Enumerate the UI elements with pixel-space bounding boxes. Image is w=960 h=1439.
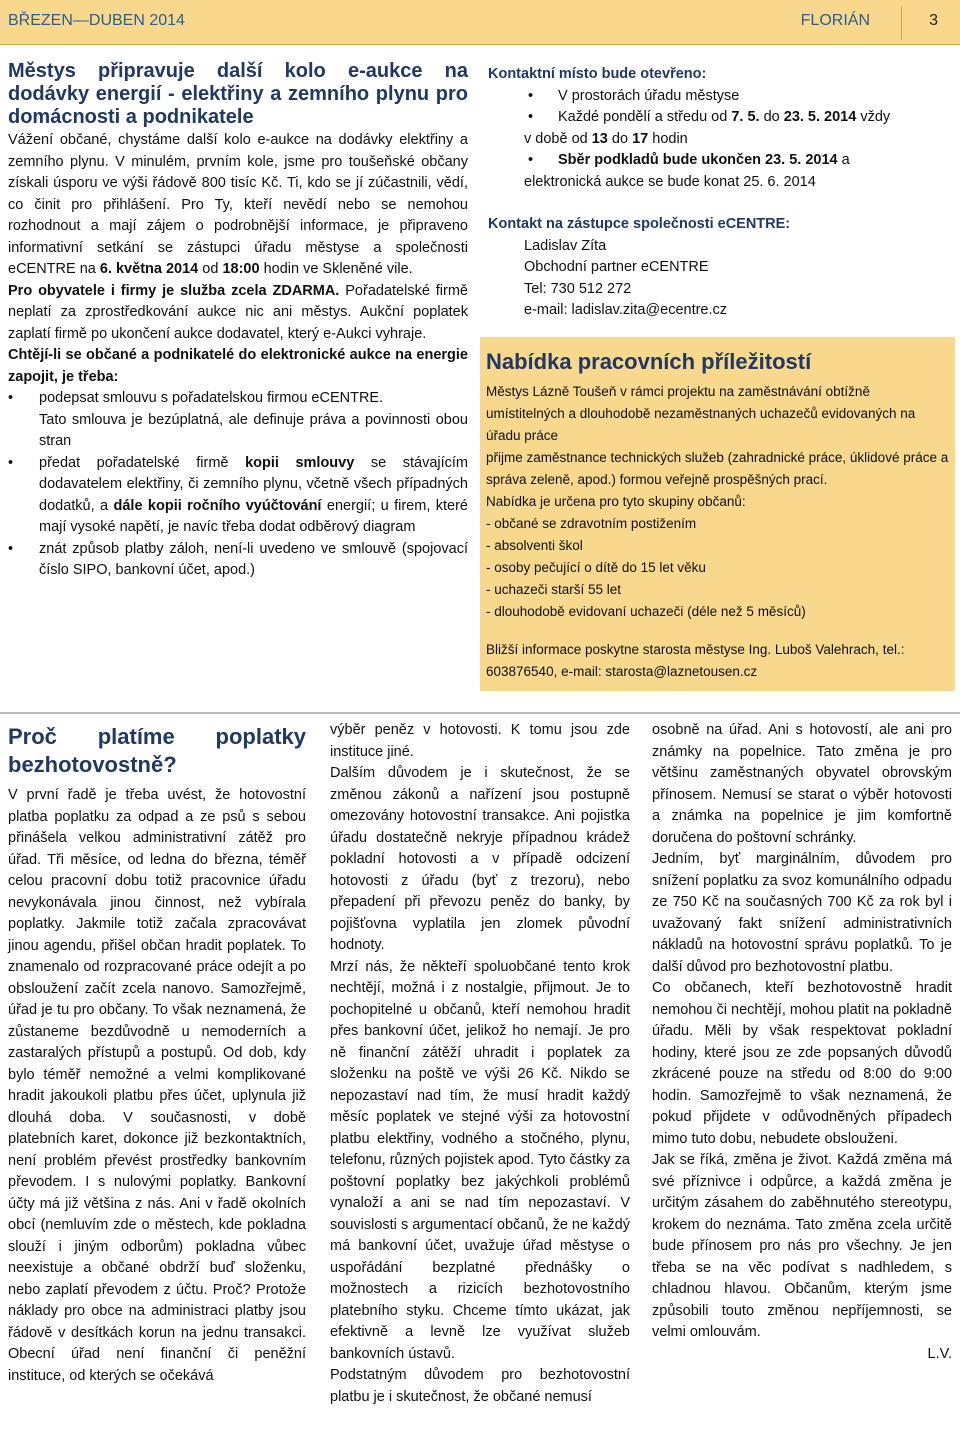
- job-title: Nabídka pracovních příležitostí: [486, 349, 812, 374]
- list-item: • předat pořadatelské firmě kopii smlouvy se stávajícím dodavatelem elektřiny, či zemního plynu, včetně všech případných dodatků, a dále kopii ročního vyúčtování energií; u firem, které mají vysoké napětí, je navíc třeba dodat odběrový diagram: [8, 454, 469, 535]
- article-paragraph: Chtějí-li se občané a podnikatelé do elektronické aukce na energie zapojit, je třeba:: [8, 347, 468, 385]
- job-offer-box: [480, 337, 955, 691]
- list-item-note: Tato smlouva je bezúplatná, ale definuje práva a povinnosti obou stran: [39, 411, 468, 449]
- job-group: - občané se zdravotním postižením: [486, 516, 697, 531]
- payments-article-col3: [652, 720, 952, 1365]
- job-paragraph: přijme zaměstnance technických služeb (zahradnické práce, úklidové práce a správa zeleně, apod.) formou veřejně prospěšných prací.: [486, 450, 949, 487]
- newsletter-name: FLORIÁN: [800, 12, 870, 29]
- list-item: • znát způsob platby záloh, není-li uvedeno ve smlouvě (spojovací číslo SIPO, bankovní účet, apod.): [8, 540, 468, 578]
- list-item: • Sběr podkladů bude ukončen 23. 5. 2014 a: [528, 152, 850, 168]
- author-signature: L.V.: [927, 1345, 952, 1362]
- article-paragraph: Vážení občané, chystáme další kolo e-aukce na dodávky elektřiny a zemního plynu. V minulém, prvním kole, jsme pro toušeňské občany získali úsporu ve výši řádově 800 tisíc Kč. Ti, kdo se jí zúčastnili, vědí, co činit pro přihlášení. Pro Ty, kteří nevědí nebo se nemohou rozhodnout a mají zájem o podrobnější informace, je připraveno informativní setkání se zástupci úřadu městyse a společnosti eCENTRE na 6. května 2014 od 18:00 hodin ve Skleněné vile.: [8, 132, 468, 277]
- article-paragraph: V první řadě je třeba uvést, že hotovostní platba poplatku za odpad a ze psů s sebou přinášela velkou administrativní zátěž pro úřad. Tři měsíce, od ledna do března, téměř celou pracovní dobu totiž pracovnice úřadu nevykonávala jinou činnost, než vybírala poplatky. Jakmile totiž začala zpracovávat jinou agendu, přišel občan hradit poplatek. To znamenalo od rozpracované práce odejít a po obsloužení začít zcela nanovo. Samozřejmě, úřad je tu pro občany. To však neznamená, že zůstaneme bezdůvodně u nemoderních a zastaralých přístupů a postupů. Od dob, kdy bylo téměř nemožné a velmi komplikované hradit jakoukoli platbu přes účet, uplynula již dlouhá doba. V současnosti, v době platebních karet, dokonce již bezkontaktních, není problém převést prostředky bankovním převodem. I s nulovými poplatky. Bankovní účty má již většina z nás. Ani v řadě okolních obcí (nemluvím zde o městech, kde pokladna slouží i jiným odborům) pokladna vůbec neexistuje a občané obdrží buď složenku, nebo zaplatí převodem z účtu. Proč? Protože náklady pro obce na administraci platby jsou řádově v desítkách korun na jednu transakci. Obecní úřad není finanční či peněžní instituce, od kterých se očekává: [8, 787, 306, 1384]
- payments-article-col1: [8, 723, 306, 1387]
- job-group: - osoby pečující o dítě do 15 let věku: [486, 560, 706, 575]
- contact-section: [488, 64, 950, 322]
- list-item: • podepsat smlouvu s pořadatelskou firmou eCENTRE.: [8, 390, 384, 406]
- article-paragraph: osobně na úřad. Ani s hotovostí, ale ani pro známky na popelnice. Tato změna je pro většinu zaměstnaných obyvatel obrovským přínosem. Nemusí se starat o výběr hotovosti a známka na popelnice je jim komfortně doručena do poštovní schránky.: [652, 722, 952, 846]
- article-title: Proč platíme poplatky bezhotovostně?: [8, 724, 306, 777]
- page-header: [0, 0, 960, 45]
- article-paragraph: Jedním, byť marginálním, důvodem pro snížení poplatku za svoz komunálního odpadu ze 750 Kč na současných 700 Kč za rok byl i uvažovaný fakt snížení administrativních nákladů na hotovostní správu poplatků. To je další důvod pro bezhotovostní platbu.: [652, 851, 952, 975]
- contact-open-label: Kontaktní místo bude otevřeno:: [488, 66, 707, 82]
- article-title: Městys připravuje další kolo e-aukce na dodávky energií - elektřiny a zemního plynu pro domácnosti a podnikatele: [8, 60, 468, 128]
- page-number: 3: [929, 12, 938, 29]
- job-paragraph: Nabídka je určena pro tyto skupiny občanů:: [486, 494, 746, 509]
- job-group: - uchazeči starší 55 let: [486, 582, 622, 597]
- job-group: - absolventi škol: [486, 538, 583, 553]
- article-paragraph: Jak se říká, změna je život. Každá změna má své příznivce i odpůrce, a každá změna je určitým zásahem do zaběhnutého stereotypu, krokem do neznáma. Tato změna zcela určitě bude přínosem pro nás pro všechny. Je jen třeba se na věc podívat s nadhledem, s chladnou hlavou. Občanům, kterým jsme způsobili touto změnou nepříjemnosti, se velmi omlouvám.: [652, 1152, 952, 1340]
- article-paragraph: Mrzí nás, že někteří spoluobčané tento krok nechtějí, možná i z nostalgie, přijmout. Je to pochopitelné u občanů, kteří nemohou hradit přes bankovní účet, jelikož ho nemají. Je pro ně finanční zátěží uhradit i poplatek za složenku na poště ve výši 26 Kč. Nikdo se nepozastaví nad tím, že musí hradit každý měsíc poplatek ve stejné výši za hotovostní platbu elektřiny, vodného a stočného, plynu, telefonu, různých pojistek apod. Tyto částky za poštovní poplatky bez jakýchkoli problémů vynaloží a ani se nad tím nepozastaví. V souvislosti s argumentací občanů, že ne každý má bankovní účet, uvažuje úřad městyse o uspořádání bezplatné přednášky o možnostech a rizicích bezhotovostního platebního styku. Chceme tímto ukázat, jak efektivně a levně lze využívat služeb bankovních ústavů.: [330, 958, 630, 1362]
- issue-date: BŘEZEN—DUBEN 2014: [8, 12, 185, 29]
- article-paragraph: Dalším důvodem je i skutečnost, že se změnou zákonů a nařízení jsou postupně omezovány hotovostní transakce. Ani pojistka úřadu dostatečně nekryje případnou krádež pokladní hotovosti a v případě odcizení hotovosti z úřadu (byť z trezoru), nebo přepadení při převozu peněz do banky, by pojišťovna vyplatila jen zlomek původní hodnoty.: [330, 765, 630, 953]
- rep-email: e-mail: ladislav.zita@ecentre.cz: [524, 302, 728, 318]
- list-item: • Každé pondělí a středu od 7. 5. do 23. 5. 2014 vždy: [528, 109, 891, 125]
- payments-article-col2: [330, 720, 630, 1408]
- article-paragraph: Podstatným důvodem pro bezhotovostní platbu je i skutečnost, že občané nemusí: [330, 1367, 630, 1405]
- article-paragraph: Pro obyvatele i firmy je služba zcela ZDARMA. Pořadatelské firmě neplatí za zprostředkování aukce nic ani městys. Aukční poplatek zaplatí firmě po ukončení aukce dodavatel, který e-Aukci vyhraje.: [8, 282, 468, 342]
- job-paragraph: Městys Lázně Toušeň v rámci projektu na zaměstnávání obtížně umístitelných a dlouhodobě nezaměstnaných uchazečů evidovaných na úřadu práce: [486, 384, 916, 443]
- rep-role: Obchodní partner eCENTRE: [524, 259, 709, 275]
- job-group: - dlouhodobě evidovaní uchazeči (déle než 5 měsíců): [486, 604, 806, 619]
- list-item-cont: v době od 13 do 17 hodin: [524, 130, 688, 147]
- job-info: Bližší informace poskytne starosta městyse Ing. Luboš Valehrach, tel.: 603876540, e-mail: starosta@laznetousen.cz: [486, 642, 905, 679]
- list-item-cont: elektronická aukce se bude konat 25. 6. 2014: [524, 173, 816, 190]
- article-paragraph: výběr peněz v hotovosti. K tomu jsou zde instituce jiné.: [330, 722, 630, 760]
- rep-name: Ladislav Zíta: [524, 237, 607, 254]
- rep-phone: Tel: 730 512 272: [524, 280, 632, 297]
- list-item: • V prostorách úřadu městyse: [528, 87, 740, 104]
- header-divider: [901, 6, 902, 40]
- rep-label: Kontakt na zástupce společnosti eCENTRE:: [488, 216, 791, 232]
- eauction-article: [8, 60, 468, 582]
- section-divider: [0, 712, 960, 714]
- article-paragraph: Co občanech, kteří bezhotovostně hradit nemohou či nechtějí, mohou platit na pokladně úřadu. Měli by však respektovat pokladní hodiny, které jsou ze zde popsaných důvodů zkrácené pouze na středu od 8:00 do 9:00 hodin. Samozřejmě to však neznamená, že pokud přijdete v odůvodněných případech mimo tuto dobu, nebudete obslouženi.: [652, 980, 952, 1147]
